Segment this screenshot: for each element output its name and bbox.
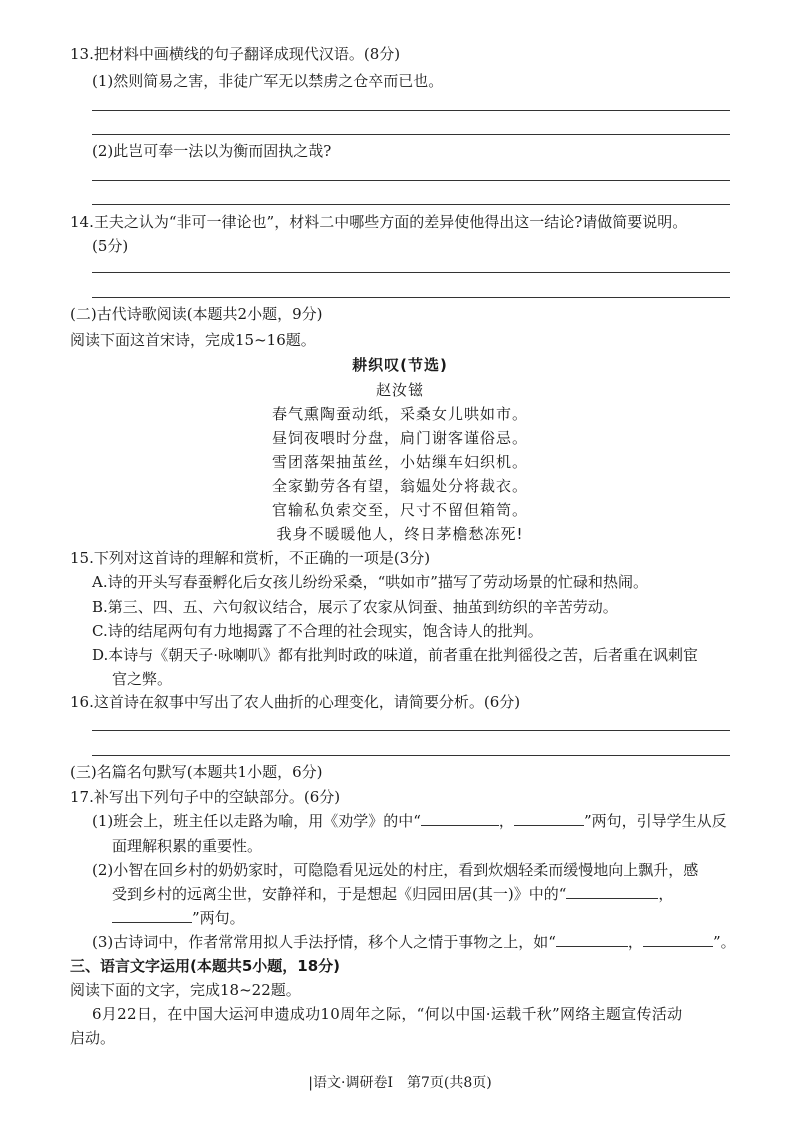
fill-blank[interactable] <box>514 811 584 826</box>
q17-item-1-cont: 面理解积累的重要性。 <box>112 837 263 855</box>
dictation-section-heading: (三)名篇名句默写(本题共1小题，6分) <box>70 763 323 781</box>
fill-blank[interactable] <box>421 811 499 826</box>
q17-title: 17.补写出下列句子中的空缺部分。(6分) <box>70 788 341 806</box>
q17-item-2-cont <box>112 884 673 904</box>
fill-blank[interactable] <box>643 932 713 947</box>
answer-line <box>92 297 730 298</box>
language-paragraph: 6月22日，在中国大运河申遗成功10周年之际，“何以中国·运载千秋”网络主题宣传活动 <box>92 1005 683 1023</box>
q17-item-2-sep: ， <box>658 885 674 903</box>
q14-title: 14.王夫之认为“非可一律论也”，材料二中哪些方面的差异使他得出这一结论?请做简要说明。 <box>70 213 688 231</box>
poem-line: 春气熏陶蚕动纸，采桑女儿哄如市。 <box>271 405 528 423</box>
q17-item-2-cont2 <box>112 908 245 928</box>
page-footer: |语文·调研卷Ⅰ 第7页(共8页) <box>308 1075 492 1091</box>
poem-line: 昼饲夜喂时分盘，扃门谢客谨俗忌。 <box>271 429 528 447</box>
q16-title: 16.这首诗在叙事中写出了农人曲折的心理变化，请简要分析。(6分) <box>70 693 521 711</box>
q17-item-2-text: 受到乡村的远离尘世，安静祥和，于是想起《归园田居(其一)》中的“ <box>112 885 567 903</box>
q17-item-3-text: (3)古诗词中，作者常常用拟人手法抒情，移个人之情于事物之上，如“ <box>92 933 556 951</box>
answer-line <box>92 730 730 731</box>
q17-item-1 <box>92 811 727 831</box>
poem-line: 我身不暖暖他人，终日茅檐愁冻死! <box>276 525 524 543</box>
answer-line <box>92 134 730 135</box>
poetry-intro: 阅读下面这首宋诗，完成15~16题。 <box>70 331 316 349</box>
answer-line <box>92 110 730 111</box>
q17-item-2-text-end: ”两句。 <box>192 909 245 927</box>
answer-line <box>92 180 730 181</box>
language-paragraph-cont: 启动。 <box>70 1029 116 1047</box>
q17-item-3 <box>92 932 736 952</box>
q15-option-c: C.诗的结尾两句有力地揭露了不合理的社会现实，饱含诗人的批判。 <box>92 622 543 640</box>
q14-score: (5分) <box>92 237 129 255</box>
poem-title: 耕织叹(节选) <box>352 356 448 374</box>
q17-item-2: (2)小智在回乡村的奶奶家时，可隐隐看见远处的村庄，看到炊烟轻柔而缓慢地向上飘升，感 <box>92 861 699 879</box>
q17-item-1-sep: ， <box>498 812 514 830</box>
answer-line <box>92 204 730 205</box>
q17-item-3-sep: ， <box>627 933 643 951</box>
q13-title: 13.把材料中画横线的句子翻译成现代汉语。(8分) <box>70 45 401 63</box>
poem-line: 全家勤劳各有望，翁媪处分将裁衣。 <box>271 477 528 495</box>
fill-blank[interactable] <box>556 932 628 947</box>
language-section-heading: 三、语言文字运用(本题共5小题，18分) <box>70 957 341 975</box>
poem-line: 官输私负索交至，尺寸不留但箱笥。 <box>271 501 528 519</box>
q13-sentence-2: (2)此岂可奉一法以为衡而固执之哉? <box>92 142 332 160</box>
fill-blank[interactable] <box>566 884 658 899</box>
fill-blank[interactable] <box>112 908 192 923</box>
poem-line: 雪团落架抽茧丝，小姑缫车妇织机。 <box>271 453 528 471</box>
poem-author: 赵汝镃 <box>375 381 424 399</box>
q15-option-d-cont: 官之弊。 <box>112 670 173 688</box>
language-intro: 阅读下面的文字，完成18~22题。 <box>70 981 301 999</box>
q15-title: 15.下列对这首诗的理解和赏析，不正确的一项是(3分) <box>70 549 431 567</box>
q15-option-b: B.第三、四、五、六句叙议结合，展示了农家从饲蚕、抽茧到纺织的辛苦劳动。 <box>92 598 618 616</box>
q13-sentence-1: (1)然则简易之害，非徒广军无以禁虏之仓卒而已也。 <box>92 72 444 90</box>
q17-item-1-text: (1)班会上，班主任以走路为喻，用《劝学》的中“ <box>92 812 421 830</box>
q17-item-1-text-end: ”两句，引导学生从反 <box>583 812 727 830</box>
q15-option-a: A.诗的开头写春蚕孵化后女孩儿纷纷采桑，“哄如市”描写了劳动场景的忙碌和热闹。 <box>92 573 648 591</box>
q15-option-d: D.本诗与《朝天子·咏喇叭》都有批判时政的味道，前者重在批判徭役之苦，后者重在讽刺宦 <box>92 646 699 664</box>
q17-item-3-text-end: ”。 <box>712 933 736 951</box>
poetry-section-heading: (二)古代诗歌阅读(本题共2小题，9分) <box>70 305 323 323</box>
answer-line <box>92 272 730 273</box>
answer-line <box>92 755 730 756</box>
